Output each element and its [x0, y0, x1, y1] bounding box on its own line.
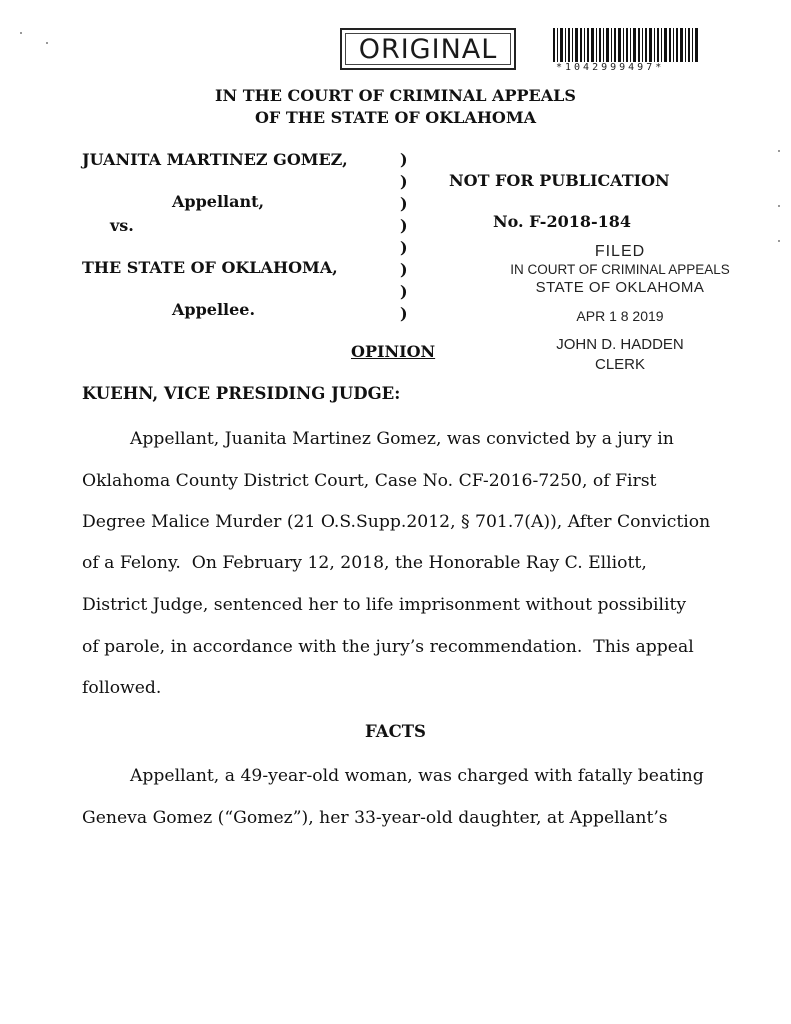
filed-stamp-date: APR 1 8 2019 [576, 308, 664, 324]
court-name-line2: OF THE STATE OF OKLAHOMA [254, 108, 536, 127]
scan-speck [20, 32, 22, 34]
paragraph-line: Geneva Gomez (“Gomez”), her 33-year-old daughter, at Appellant’s [82, 808, 668, 828]
opinion-title: OPINION [351, 342, 436, 361]
paragraph-line: Appellant, Juanita Martinez Gomez, was convicted by a jury in [130, 429, 674, 449]
appellee-name: THE STATE OF OKLAHOMA, [82, 258, 338, 277]
clerk-name: JOHN D. HADDEN [556, 336, 684, 353]
publication-notice: NOT FOR PUBLICATION [449, 171, 670, 190]
scan-speck [778, 205, 780, 207]
paragraph-line: District Judge, sentenced her to life imprisonment without possibility [82, 595, 687, 615]
original-stamp-text: ORIGINAL [345, 33, 511, 65]
original-stamp [340, 28, 516, 70]
paragraph-line: Appellant, a 49-year-old woman, was charged with fatally beating [130, 766, 704, 786]
paragraph-line: Degree Malice Murder (21 O.S.Supp.2012, § 701.7(A)), After Conviction [82, 512, 711, 532]
paragraph-line: of parole, in accordance with the jury’s recommendation. This appeal [82, 637, 694, 657]
facts-heading: FACTS [365, 722, 426, 741]
appellant-name: JUANITA MARTINEZ GOMEZ, [82, 150, 348, 169]
filed-stamp-title: FILED [594, 243, 646, 260]
appellant-role: Appellant, [172, 192, 265, 211]
clerk-title: CLERK [594, 356, 646, 373]
caption-bracket: ) [400, 216, 408, 235]
caption-bracket: ) [400, 260, 408, 279]
filed-stamp-state: STATE OF OKLAHOMA [535, 279, 705, 296]
scan-speck [46, 42, 48, 44]
caption-bracket: ) [400, 304, 408, 323]
caption-bracket: ) [400, 194, 408, 213]
filed-stamp-court: IN COURT OF CRIMINAL APPEALS [510, 262, 730, 277]
caption-bracket: ) [400, 238, 408, 257]
case-number: No. F-2018-184 [493, 212, 632, 231]
barcode-icon [553, 28, 701, 62]
appellee-role: Appellee. [172, 300, 256, 319]
caption-bracket: ) [400, 150, 408, 169]
versus-label: vs. [110, 216, 134, 235]
paragraph-line: followed. [82, 678, 162, 698]
caption-bracket: ) [400, 172, 408, 191]
paragraph-line: of a Felony. On February 12, 2018, the Honorable Ray C. Elliott, [82, 553, 647, 573]
paragraph-line: Oklahoma County District Court, Case No. CF-2016-7250, of First [82, 471, 657, 491]
caption-bracket: ) [400, 282, 408, 301]
court-name-line1: IN THE COURT OF CRIMINAL APPEALS [215, 86, 576, 105]
scan-speck [778, 240, 780, 242]
barcode-number: *1042999497* [556, 62, 665, 73]
judge-line: KUEHN, VICE PRESIDING JUDGE: [82, 384, 401, 403]
scan-speck [778, 150, 780, 152]
